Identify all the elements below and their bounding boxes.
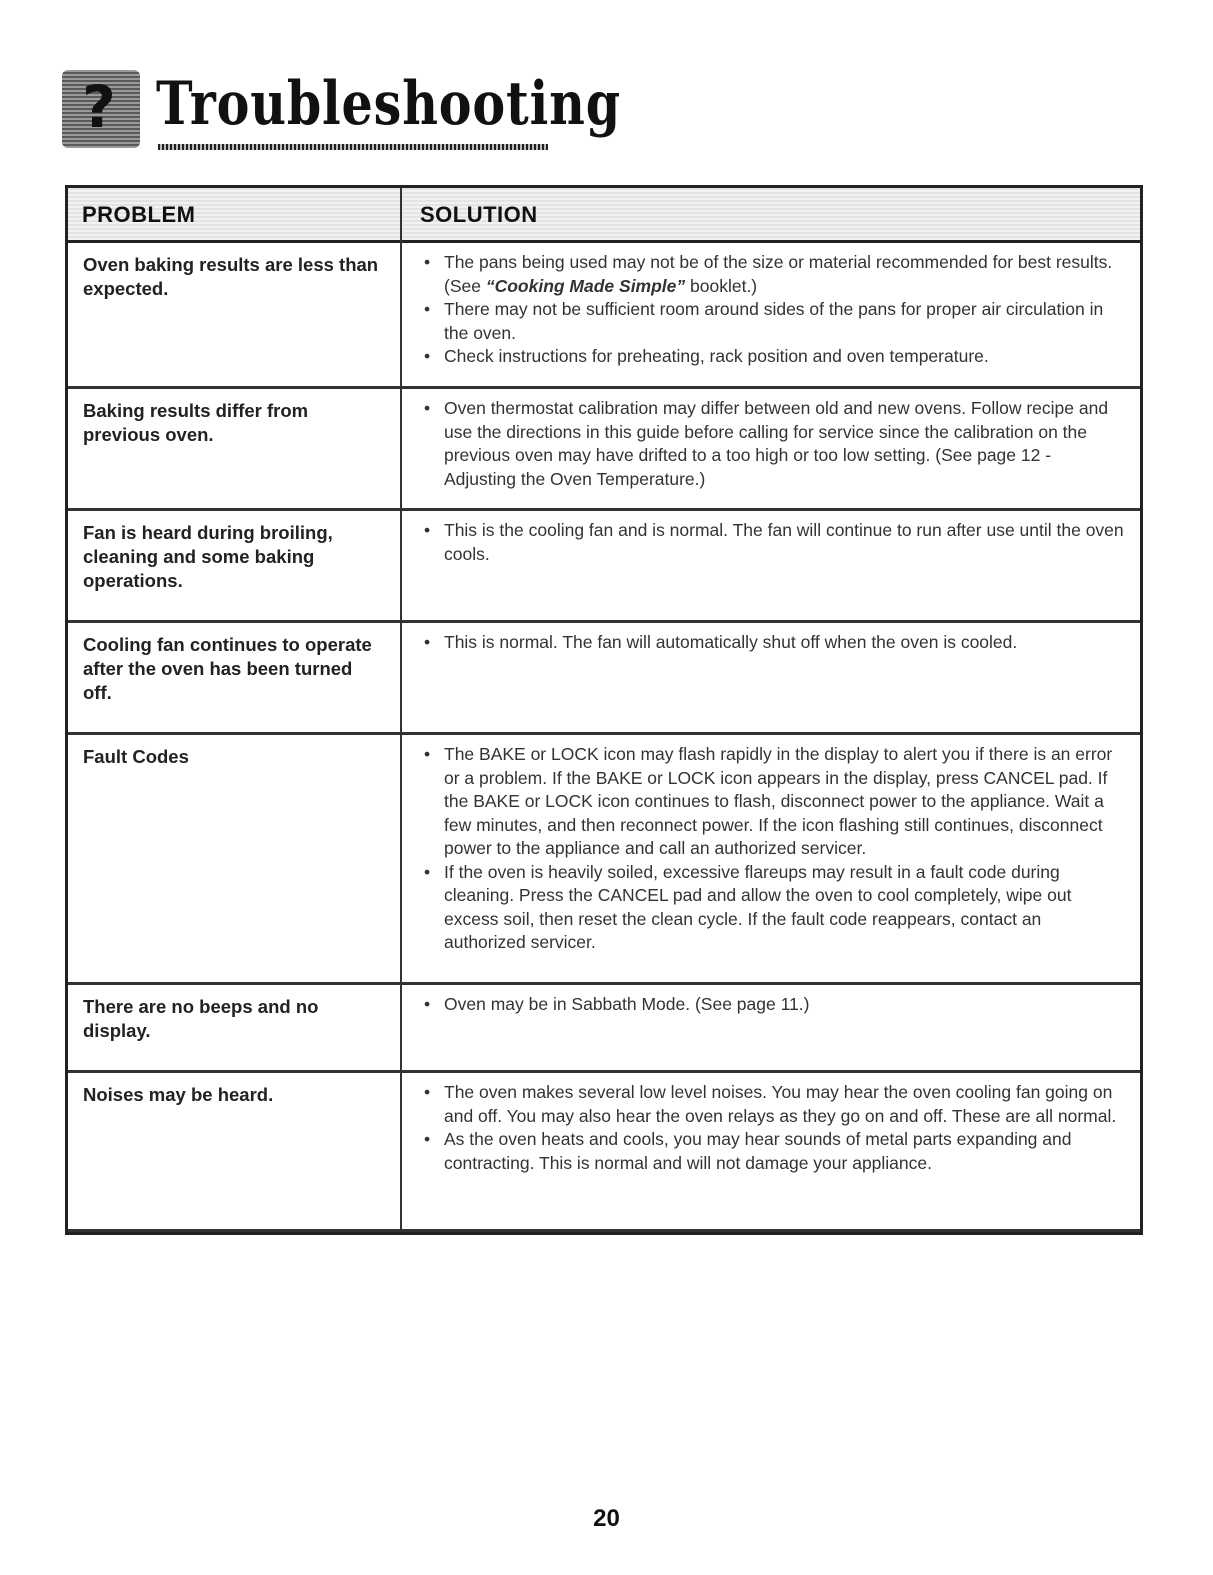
table-row	[68, 243, 1140, 389]
solution-item: • The pans being used may not be of the size or material recommended for best results. (See “Cooking Made Simple” booklet.)	[420, 251, 1125, 298]
solution-list	[420, 397, 1125, 491]
solution-item: • The BAKE or LOCK icon may flash rapidly in the display to alert you if there is an error or a problem. If the BAKE or LOCK icon appears in the display, press CANCEL pad. If the BAKE or LOCK icon continues to flash, disconnect power to the appliance. Wait a few minutes, and then reconnect power. If the icon flashing still continues, disconnect power to the appliance and call an authorized servicer.	[420, 743, 1125, 861]
solution-item: • The oven makes several low level noises. You may hear the oven cooling fan going on and off. You may also hear the oven relays as they go on and off. These are all normal.	[420, 1081, 1125, 1128]
troubleshooting-table	[65, 185, 1143, 1235]
solution-column-header: SOLUTION	[420, 202, 538, 227]
problem-text: There are no beeps and no display.	[83, 996, 319, 1041]
table-row	[68, 1073, 1140, 1232]
solution-item: • Oven thermostat calibration may differ between old and new ovens. Follow recipe and use the directions in this guide before calling for service since the calibration on the previous oven may have drifted to a too high or too low setting. (See page 12 - Adjusting the Oven Temperature.)	[420, 397, 1125, 491]
problem-text: Fault Codes	[83, 746, 189, 767]
page-header	[62, 62, 621, 152]
question-mark-icon: ?	[62, 70, 140, 148]
problem-text: Baking results differ from previous oven.	[83, 400, 309, 445]
problem-text: Noises may be heard.	[83, 1084, 274, 1105]
solution-item: • There may not be sufficient room around sides of the pans for proper air circulation in the oven.	[420, 298, 1125, 345]
page-title: Troubleshooting	[156, 69, 621, 139]
page-number: 20	[593, 1505, 620, 1532]
solution-list	[420, 251, 1125, 369]
solution-item: • Check instructions for preheating, rack position and oven temperature.	[420, 345, 1125, 369]
table-row	[68, 389, 1140, 511]
solution-item: • If the oven is heavily soiled, excessive flareups may result in a fault code during cleaning. Press the CANCEL pad and allow the oven to cool completely, wipe out excess soil, then reset the clean cycle. If the fault code reappears, contact an authorized servicer.	[420, 861, 1125, 955]
solution-item: • Oven may be in Sabbath Mode. (See page 11.)	[420, 993, 1125, 1017]
table-row	[68, 511, 1140, 623]
problem-text: Fan is heard during broiling, cleaning and some baking operations.	[83, 522, 333, 591]
table-row	[68, 735, 1140, 985]
solution-list	[420, 1081, 1125, 1175]
title-underline	[158, 144, 548, 150]
problem-text: Oven baking results are less than expected.	[83, 254, 379, 299]
table-header	[68, 188, 1140, 243]
booklet-title: “Cooking Made Simple”	[485, 275, 686, 296]
table-row	[68, 623, 1140, 735]
solution-list	[420, 993, 1125, 1017]
solution-list	[420, 631, 1125, 655]
solution-list	[420, 519, 1125, 566]
table-row	[68, 985, 1140, 1073]
solution-item: • This is normal. The fan will automatically shut off when the oven is cooled.	[420, 631, 1125, 655]
solution-item: • As the oven heats and cools, you may hear sounds of metal parts expanding and contracting. This is normal and will not damage your appliance.	[420, 1128, 1125, 1175]
solution-item: • This is the cooling fan and is normal. The fan will continue to run after use until the oven cools.	[420, 519, 1125, 566]
problem-text: Cooling fan continues to operate after the oven has been turned off.	[83, 634, 372, 703]
column-divider	[400, 188, 402, 1232]
solution-list	[420, 743, 1125, 955]
problem-column-header: PROBLEM	[82, 202, 196, 227]
